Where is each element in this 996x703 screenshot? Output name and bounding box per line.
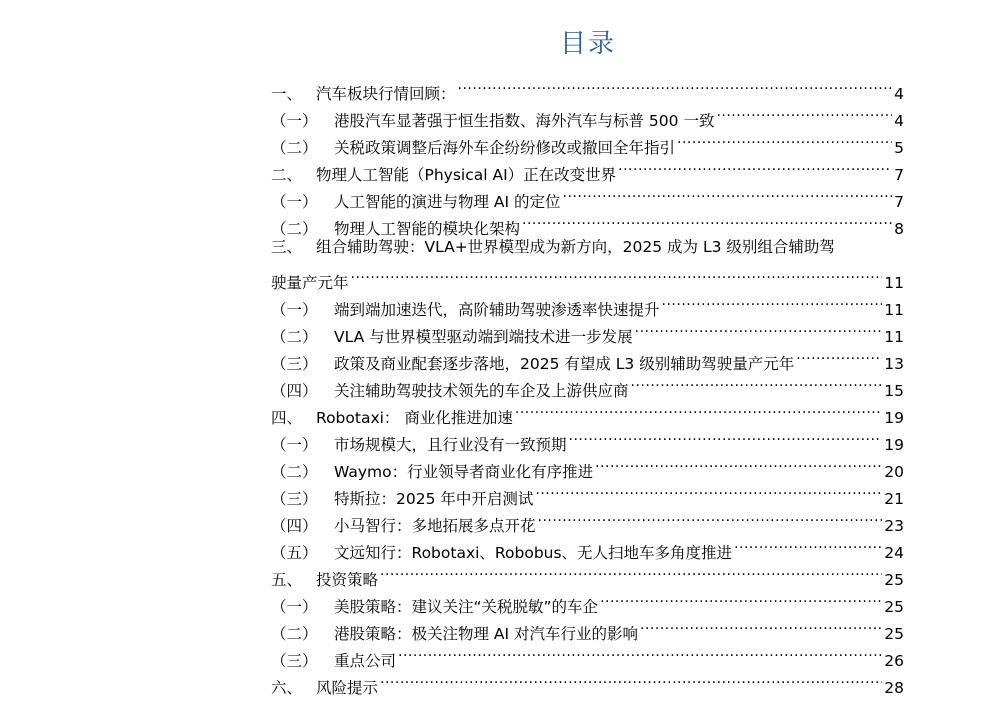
toc-entry-page-number: 25 [884, 598, 904, 616]
toc-entry-line1[interactable] [271, 234, 904, 261]
toc-entry-line2[interactable] [271, 261, 904, 292]
toc-entry-page-number: 24 [884, 544, 904, 562]
dot-leader [600, 585, 882, 612]
toc-entry-number: 一、 [271, 85, 312, 103]
toc-entry-page-number: 7 [894, 193, 904, 211]
toc-entry-number: （一） [271, 301, 328, 319]
toc-entry-title: 市场规模大，且行业没有一致预期 [334, 436, 567, 454]
toc-entry-number: 六、 [271, 679, 312, 697]
toc-entry-page-number: 11 [884, 301, 904, 319]
toc-entry-page-number: 11 [884, 274, 904, 292]
toc-entry-page-number: 19 [884, 436, 904, 454]
toc-entry-page-number: 25 [884, 571, 904, 589]
toc-entry-page-number: 8 [894, 220, 904, 238]
toc-entry-title: 政策及商业配套逐步落地，2025 有望成 L3 级别辅助驾驶量产元年 [334, 355, 795, 373]
toc-entry-page-number: 11 [884, 328, 904, 346]
toc-entry-title: 关税政策调整后海外车企纷纷修改或撤回全年指引 [334, 139, 676, 157]
toc-entry-page-number: 28 [884, 679, 904, 697]
dot-leader [595, 450, 882, 477]
toc-entry-number: （三） [271, 652, 328, 670]
toc-chapter-entry[interactable] [271, 72, 904, 103]
dot-leader [677, 126, 892, 153]
dot-leader [398, 639, 882, 666]
toc-entry-title: 端到端加速迭代，高阶辅助驾驶渗透率快速提升 [334, 301, 660, 319]
dot-leader [538, 504, 883, 531]
dot-leader [522, 207, 892, 234]
toc-entry-page-number: 25 [884, 625, 904, 643]
toc-entry-number: （二） [271, 328, 328, 346]
toc-entry-number: （一） [271, 436, 328, 454]
dot-leader [563, 180, 892, 207]
toc-entry-title: 港股汽车显著强于恒生指数、海外汽车与标普 500 一致 [334, 112, 715, 130]
toc-entry-page-number: 21 [884, 490, 904, 508]
dot-leader [734, 531, 882, 558]
toc-entry-title: Robotaxi： 商业化推进加速 [316, 409, 513, 427]
toc-entry-title: 投资策略 [316, 571, 379, 589]
dot-leader [640, 612, 882, 639]
toc-entry-title: 物理人工智能（Physical AI）正在改变世界 [316, 166, 617, 184]
toc-entry-page-number: 4 [894, 112, 904, 130]
toc-entry-number: （四） [271, 382, 328, 400]
toc-entry-number: 二、 [271, 166, 312, 184]
toc-entry-number: （二） [271, 625, 328, 643]
dot-leader [351, 261, 883, 288]
toc-section-entry[interactable] [271, 288, 904, 319]
toc-entry-title: 小马智行：多地拓展多点开花 [334, 517, 536, 535]
toc-entry-number: （四） [271, 517, 328, 535]
toc-entry-page-number: 7 [894, 166, 904, 184]
dot-leader [631, 369, 883, 396]
toc-entry-page-number: 20 [884, 463, 904, 481]
toc-entry-page-number: 19 [884, 409, 904, 427]
toc-entry-number: 五、 [271, 571, 312, 589]
toc-entry-title: VLA 与世界模型驱动端到端技术进一步发展 [334, 328, 633, 346]
dot-leader [796, 342, 882, 369]
dot-leader [618, 153, 892, 180]
toc-entry-number: （二） [271, 463, 328, 481]
dot-leader [662, 288, 883, 315]
toc-entry-title: 风险提示 [316, 679, 379, 697]
toc-entry-page-number: 13 [884, 355, 904, 373]
toc-entry-title: Waymo：行业领导者商业化有序推进 [334, 463, 594, 481]
toc-entry-number: （三） [271, 355, 328, 373]
dot-leader [635, 315, 883, 342]
toc-entry-number: 四、 [271, 409, 312, 427]
toc-entry-title: 特斯拉：2025 年中开启测试 [334, 490, 534, 508]
dot-leader [515, 396, 882, 423]
toc-entry-title: 汽车板块行情回顾： [316, 85, 456, 103]
toc-entry-number: （五） [271, 544, 328, 562]
toc-entry-number: （二） [271, 139, 328, 157]
dot-leader [569, 423, 883, 450]
toc-entry-page-number: 5 [894, 139, 904, 157]
dot-leader [380, 558, 882, 585]
table-of-contents [271, 72, 904, 697]
dot-leader [535, 477, 882, 504]
toc-entry-title: 港股策略：极关注物理 AI 对汽车行业的影响 [334, 625, 639, 643]
toc-entry-number: 三、 [271, 238, 312, 256]
toc-entry-page-number: 23 [884, 517, 904, 535]
toc-entry-title: 文远知行：Robotaxi、Robobus、无人扫地车多角度推进 [334, 544, 733, 562]
toc-entry-title: 物理人工智能的模块化架构 [334, 220, 521, 238]
dot-leader [716, 99, 892, 126]
toc-entry-number: （一） [271, 112, 328, 130]
toc-entry-page-number: 26 [884, 652, 904, 670]
toc-entry-number: （二） [271, 220, 328, 238]
toc-entry-title-continued: 驶量产元年 [271, 274, 349, 292]
toc-entry-title: 关注辅助驾驶技术领先的车企及上游供应商 [334, 382, 629, 400]
toc-entry-title: 重点公司 [334, 652, 397, 670]
toc-entry-title: 组合辅助驾驶：VLA+世界模型成为新方向，2025 成为 L3 级别组合辅助驾 [316, 238, 835, 256]
toc-entry-number: （一） [271, 193, 328, 211]
toc-entry-title: 美股策略：建议关注“关税脱敏”的车企 [334, 598, 599, 616]
dot-leader [458, 72, 892, 99]
toc-entry-title: 人工智能的演进与物理 AI 的定位 [334, 193, 561, 211]
toc-entry-number: （三） [271, 490, 328, 508]
toc-entry-number: （一） [271, 598, 328, 616]
dot-leader [380, 666, 882, 693]
toc-title: 目录 [559, 29, 616, 59]
toc-entry-page-number: 15 [884, 382, 904, 400]
toc-entry-page-number: 4 [894, 85, 904, 103]
